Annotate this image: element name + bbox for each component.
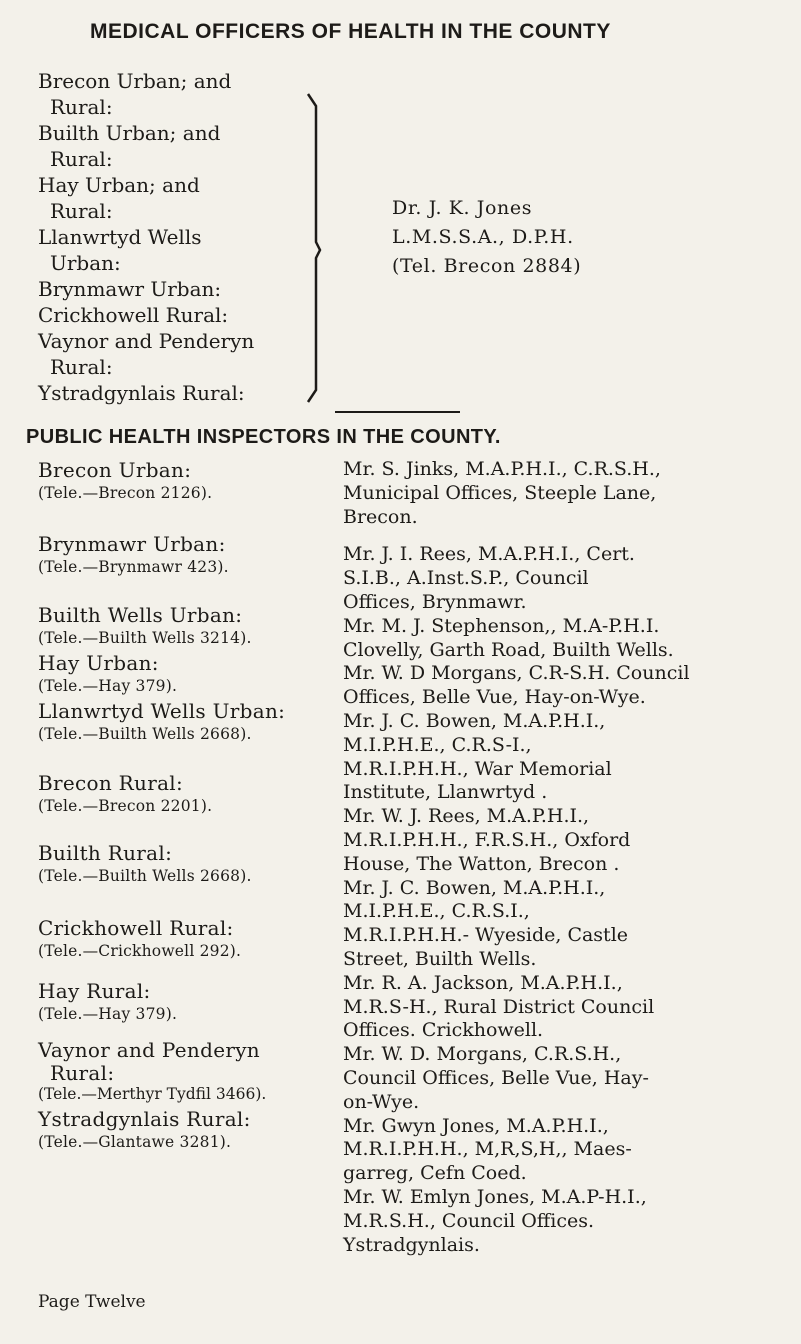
district-entry	[38, 700, 285, 745]
inspector-line: Mr. M. J. Stephenson,, M.A-P.H.I.	[343, 614, 660, 637]
mo-district-line: Llanwrtyd Wells	[38, 225, 202, 249]
mo-district-line: Urban:	[50, 251, 121, 275]
inspector-line: M.I.P.H.E., C.R.S.I.,	[343, 900, 530, 923]
district-telephone: (Tele.—Builth Wells 2668).	[38, 725, 252, 743]
district-entry	[38, 842, 252, 887]
inspector-line: Mr. Gwyn Jones, M.A.P.H.I.,	[343, 1114, 609, 1137]
inspector-line: Mr. W. D Morgans, C.R-S.H. Council	[343, 662, 690, 685]
doctor-name: Dr. J. K. Jones	[392, 197, 533, 219]
inspector-line: Mr. R. A. Jackson, M.A.P.H.I.,	[343, 971, 623, 994]
inspector-line: Mr. W. D. Morgans, C.R.S.H.,	[343, 1043, 622, 1066]
section-divider	[335, 411, 460, 413]
inspector-line: garreg, Cefn Coed.	[343, 1162, 527, 1185]
district-name: Builth Rural:	[38, 841, 173, 865]
inspector-line: Clovelly, Garth Road, Builth Wells.	[343, 638, 674, 661]
mo-district-line: Ystradgynlais Rural:	[38, 381, 245, 405]
doctor-qualifications: L.M.S.S.A., D.P.H.	[392, 226, 574, 248]
page-title: MEDICAL OFFICERS OF HEALTH IN THE COUNTY	[90, 20, 611, 43]
mo-district-line: Crickhowell Rural:	[38, 303, 229, 327]
district-entry	[38, 459, 212, 504]
district-telephone: (Tele.—Brynmawr 423).	[38, 558, 229, 576]
inspector-line: Institute, Llanwrtyd .	[343, 781, 548, 804]
inspector-line: Mr. W. Emlyn Jones, M.A.P-H.I.,	[343, 1185, 647, 1208]
inspector-line: Ystradgynlais.	[343, 1233, 480, 1256]
mo-district-line: Builth Urban; and	[38, 121, 221, 145]
inspector-line: Offices, Brynmawr.	[343, 590, 527, 613]
page-footer: Page Twelve	[38, 1292, 146, 1312]
medical-officer-block	[392, 194, 581, 281]
district-telephone: (Tele.—Crickhowell 292).	[38, 942, 242, 960]
district-telephone: (Tele.—Builth Wells 2668).	[38, 867, 252, 885]
district-name: Brecon Rural:	[38, 771, 184, 795]
inspector-line: Brecon.	[343, 505, 418, 528]
inspector-line: Street, Builth Wells.	[343, 947, 537, 970]
district-entry	[38, 917, 241, 962]
district-name: Hay Urban:	[38, 651, 159, 675]
district-entry	[38, 652, 177, 697]
district-entry	[38, 980, 177, 1025]
inspector-line: on-Wye.	[343, 1090, 420, 1113]
district-entry	[38, 1039, 260, 1085]
district-telephone: (Tele.—Builth Wells 3214).	[38, 629, 252, 647]
mo-district-line: Vaynor and Penderyn	[38, 329, 255, 353]
district-name: Brecon Urban:	[38, 458, 192, 482]
mo-district-line: Rural:	[50, 355, 113, 379]
district-telephone: (Tele.—Brecon 2126).	[38, 484, 213, 502]
inspector-line: Offices. Crickhowell.	[343, 1019, 544, 1042]
district-name-continued: Rural:	[50, 1061, 115, 1085]
section-heading: PUBLIC HEALTH INSPECTORS IN THE COUNTY.	[26, 426, 501, 448]
inspector-line: M.R.I.P.H.H.- Wyeside, Castle	[343, 924, 629, 947]
inspector-line: Offices, Belle Vue, Hay-on-Wye.	[343, 686, 646, 709]
mo-district-line: Hay Urban; and	[38, 173, 200, 197]
inspector-line: Mr. S. Jinks, M.A.P.H.I., C.R.S.H.,	[343, 458, 661, 480]
mo-district-line: Brynmawr Urban:	[38, 277, 222, 301]
inspector-line: M.R.S.H., Council Offices.	[343, 1209, 595, 1232]
inspector-line: M.R.S-H., Rural District Council	[343, 995, 655, 1018]
district-telephone: (Tele.—Brecon 2201).	[38, 797, 213, 815]
district-name: Llanwrtyd Wells Urban:	[38, 699, 286, 723]
inspector-list	[343, 458, 785, 1257]
inspector-line: M.I.P.H.E., C.R.S-I.,	[343, 733, 532, 756]
district-entry	[38, 1108, 251, 1153]
mo-district-line: Rural:	[50, 95, 113, 119]
inspector-line: Council Offices, Belle Vue, Hay-	[343, 1066, 649, 1089]
inspector-line: Mr. J. C. Bowen, M.A.P.H.I.,	[343, 876, 606, 899]
mo-district-line: Brecon Urban; and	[38, 69, 232, 93]
district-name: Ystradgynlais Rural:	[38, 1107, 251, 1131]
district-name: Crickhowell Rural:	[38, 916, 234, 940]
inspector-line: M.R.I.P.H.H., M,R,S,H,, Maes-	[343, 1138, 632, 1161]
district-telephone: (Tele.—Glantawe 3281).	[38, 1133, 232, 1151]
inspector-line: Mr. J. C. Bowen, M.A.P.H.I.,	[343, 709, 606, 732]
bracket-brace	[306, 92, 324, 404]
district-name: Builth Wells Urban:	[38, 603, 243, 627]
district-telephone: (Tele.—Merthyr Tydfil 3466).	[38, 1085, 267, 1103]
inspector-line: M.R.I.P.H.H., F.R.S.H., Oxford	[343, 828, 631, 851]
district-name: Brynmawr Urban:	[38, 532, 226, 556]
inspector-line: M.R.I.P.H.H., War Memorial	[343, 757, 612, 780]
district-entry	[38, 533, 229, 578]
mo-district-line: Rural:	[50, 199, 113, 223]
inspector-line: House, The Watton, Brecon .	[343, 852, 620, 875]
inspector-spacer	[343, 529, 785, 543]
district-name: Hay Rural:	[38, 979, 151, 1003]
mo-district-line: Rural:	[50, 147, 113, 171]
doctor-telephone: (Tel. Brecon 2884)	[392, 255, 582, 277]
inspector-line: S.I.B., A.Inst.S.P., Council	[343, 567, 589, 590]
inspector-line: Mr. J. I. Rees, M.A.P.H.I., Cert.	[343, 543, 635, 566]
mo-district-list	[38, 68, 328, 406]
district-telephone: (Tele.—Hay 379).	[38, 1005, 178, 1023]
district-name: Vaynor and Penderyn	[38, 1038, 260, 1062]
inspector-line: Municipal Offices, Steeple Lane,	[343, 481, 657, 504]
inspector-line: Mr. W. J. Rees, M.A.P.H.I.,	[343, 805, 590, 828]
district-entry	[38, 772, 212, 817]
district-telephone: (Tele.—Hay 379).	[38, 677, 178, 695]
district-entry	[38, 604, 252, 649]
